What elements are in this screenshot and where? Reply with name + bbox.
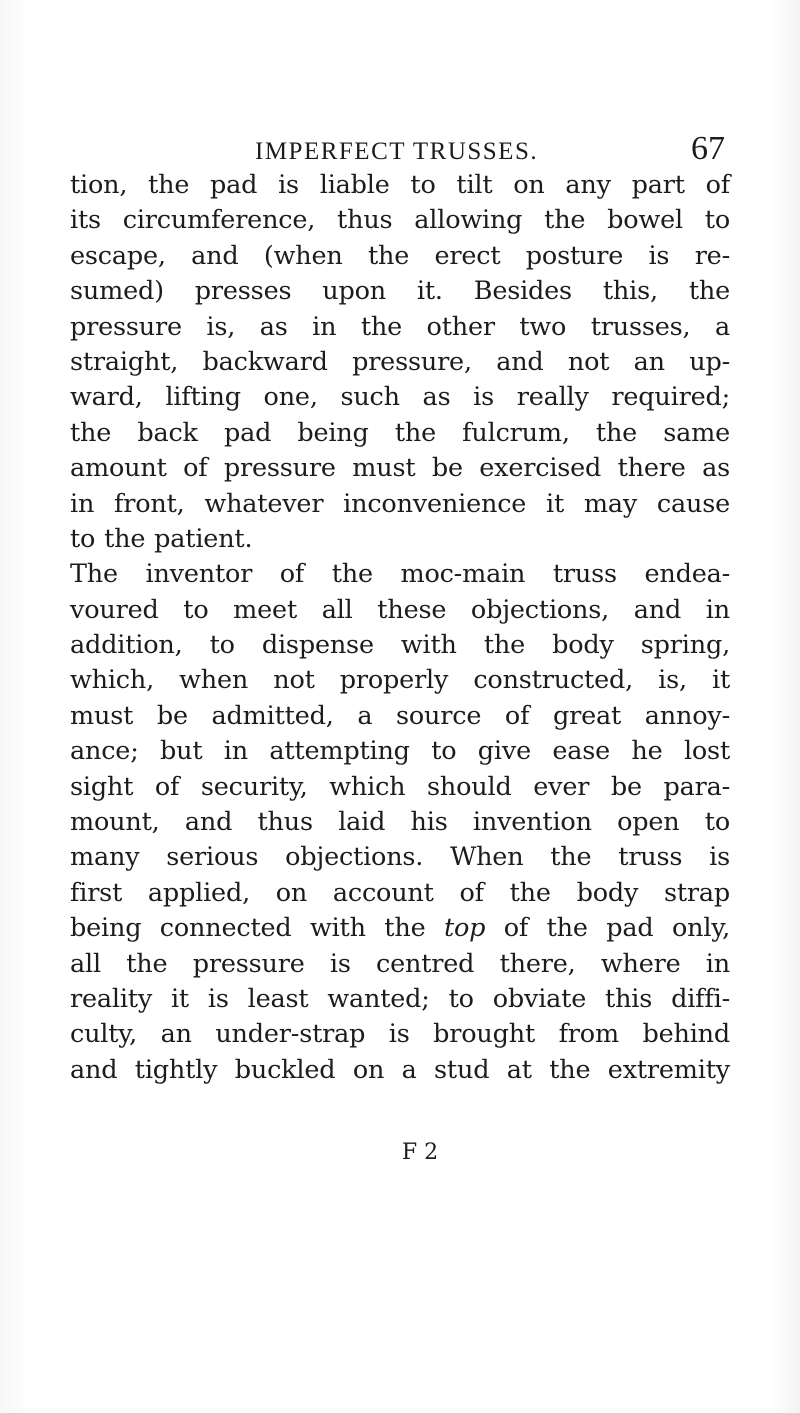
text-line: The inventor of the moc-main truss endea- <box>70 559 730 590</box>
text-line: voured to meet all these objections, and in <box>70 594 730 625</box>
text-line: mount, and thus laid his invention open to <box>70 807 730 838</box>
text-line: must be admitted, a source of great annoy- <box>70 700 730 731</box>
signature-text: F 2 <box>401 1140 439 1165</box>
italic-word: top <box>443 913 486 944</box>
text-line: many serious objections. When the truss is <box>70 842 730 873</box>
text-line: sight of security, which should ever be para- <box>70 771 730 802</box>
text-line: which, when not properly constructed, is, it <box>70 665 730 696</box>
text-line: the back pad being the fulcrum, the same <box>70 417 730 448</box>
text-line: pressure is, as in the other two trusses, a <box>70 311 730 342</box>
text-line: reality it is least wanted; to obviate this diffi- <box>70 983 730 1014</box>
text-line: addition, to dispense with the body spring, <box>70 630 730 661</box>
text-line-paragraph-end: to the patient. <box>70 523 253 554</box>
text-line: culty, an under-strap is brought from behind <box>70 1019 730 1050</box>
running-title: IMPERFECT TRUSSES. <box>255 138 539 165</box>
text-line: first applied, on account of the body strap <box>70 877 730 908</box>
text-line-with-italic <box>70 911 730 946</box>
text-line: escape, and (when the erect posture is re- <box>70 240 730 271</box>
text-line: its circumference, thus allowing the bowel to <box>70 205 730 236</box>
body-text <box>70 168 730 1088</box>
text-line: tion, the pad is liable to tilt on any part of <box>70 170 730 200</box>
page-number: 67 <box>691 130 725 167</box>
text-segment: of the pad only, <box>485 913 731 944</box>
text-line: ward, lifting one, such as is really required; <box>70 382 730 413</box>
running-head <box>255 130 725 170</box>
text-line: amount of pressure must be exercised there as <box>70 453 730 484</box>
text-line: sumed) presses upon it. Besides this, the <box>70 276 730 307</box>
text-segment: being connected with the <box>70 913 444 944</box>
text-line: ance; but in attempting to give ease he lost <box>70 736 730 767</box>
text-line: in front, whatever inconvenience it may cause <box>70 488 730 519</box>
text-line: straight, backward pressure, and not an up- <box>70 346 730 377</box>
text-line: and tightly buckled on a stud at the extremity <box>70 1054 730 1085</box>
text-line: all the pressure is centred there, where in <box>70 948 730 979</box>
signature-mark <box>0 1140 800 1165</box>
